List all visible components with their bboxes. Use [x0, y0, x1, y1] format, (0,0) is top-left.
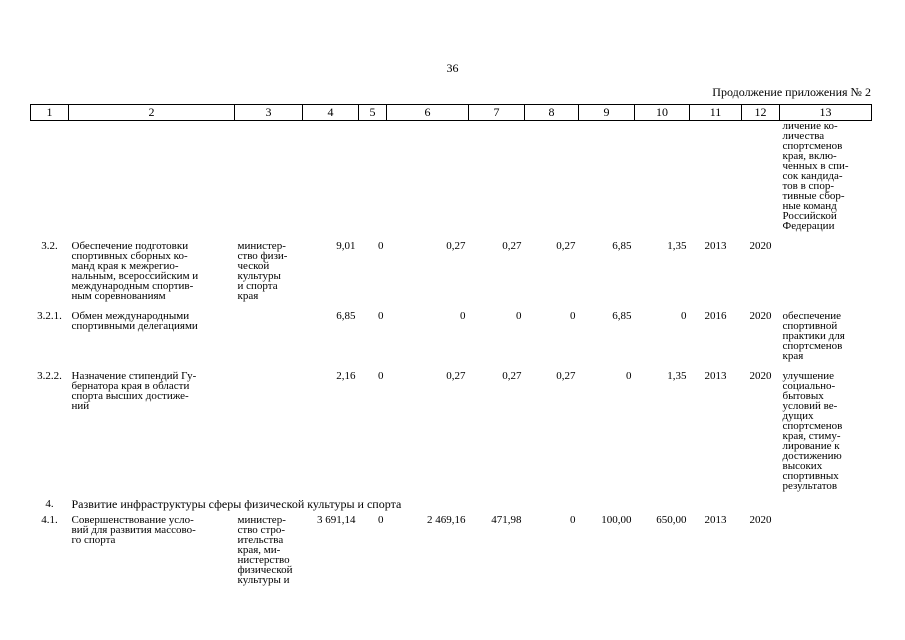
value-col-10: 1,35 — [667, 240, 687, 252]
value-col-6: 0,27 — [446, 370, 466, 382]
continuation-label: Продолжение приложения № 2 — [712, 85, 871, 99]
end-year: 2020 — [749, 514, 772, 526]
value-col-6: 0,27 — [446, 240, 466, 252]
value-total: 2,16 — [336, 370, 356, 382]
table-row — [31, 515, 872, 585]
header-col-1: 1 — [31, 105, 69, 121]
value-col-10: 0 — [681, 310, 687, 322]
row-number: 3.2. — [41, 240, 58, 252]
row-number: 3.2.2. — [37, 370, 62, 382]
header-col-9: 9 — [579, 105, 635, 121]
header-col-7: 7 — [469, 105, 525, 121]
header-col-13: 13 — [780, 105, 872, 121]
row-number: 3.2.1. — [37, 310, 62, 322]
end-year: 2020 — [749, 370, 772, 382]
measure-name: Совершенствование усло- вий для развития массово- го спорта — [71, 514, 196, 546]
measure-name: Назначение стипендий Гу- бернатора края в области спорта высших достиже- ний — [71, 370, 197, 412]
measure-name: Обеспечение подготовки спортивных сборных ко- манд края к межрегио- нальным, всероссийским и международным спортив- ным соревнованиям — [71, 240, 199, 302]
result-cell: обеспечение спортивной практики для спортсменов края — [782, 310, 845, 362]
value-col-7: 471,98 — [491, 514, 522, 526]
header-row — [31, 105, 872, 121]
start-year: 2013 — [704, 370, 727, 382]
value-total: 6,85 — [336, 310, 356, 322]
value-col-5: 0 — [378, 240, 384, 252]
value-col-6: 2 469,16 — [427, 514, 466, 526]
measure-name: Обмен международными спортивными делегациями — [71, 310, 198, 332]
value-col-6: 0 — [460, 310, 466, 322]
table-row — [31, 241, 872, 301]
result-cell: улучшение социально- бытовых условий ве- дущих спортсменов края, стиму- лирование к достижению высоких спортивных результатов — [782, 370, 843, 492]
section-title: Развитие инфраструктуры сферы физической культуры и спорта — [71, 497, 402, 511]
header-col-8: 8 — [525, 105, 579, 121]
header-col-11: 11 — [690, 105, 742, 121]
value-col-5: 0 — [378, 514, 384, 526]
value-col-5: 0 — [378, 370, 384, 382]
value-total: 9,01 — [336, 240, 356, 252]
result-cell — [780, 241, 872, 301]
value-col-9: 100,00 — [601, 514, 632, 526]
value-col-10: 1,35 — [667, 370, 687, 382]
table-row — [31, 311, 872, 361]
result-cell: личение ко- личества спортсменов края, вклю- ченных в спи- сок кандида- тов в спор- тивные сбор- ные команд Российской Федерации — [782, 120, 849, 232]
executor — [235, 371, 303, 491]
header-col-6: 6 — [387, 105, 469, 121]
value-col-7: 0,27 — [502, 370, 522, 382]
row-number: 4.1. — [41, 514, 58, 526]
section-number: 4. — [45, 498, 54, 510]
header-col-12: 12 — [742, 105, 780, 121]
value-col-7: 0,27 — [502, 240, 522, 252]
value-col-9: 6,85 — [612, 310, 632, 322]
header-col-2: 2 — [69, 105, 235, 121]
executor — [235, 311, 303, 361]
header-col-3: 3 — [235, 105, 303, 121]
end-year: 2020 — [749, 240, 772, 252]
value-col-9: 0 — [626, 370, 632, 382]
end-year: 2020 — [749, 310, 772, 322]
result-cell — [780, 515, 872, 585]
value-col-9: 6,85 — [612, 240, 632, 252]
value-total: 3 691,14 — [317, 514, 356, 526]
executor: министер- ство физи- ческой культуры и спорта края — [237, 240, 288, 302]
table-row — [31, 121, 872, 232]
start-year: 2016 — [704, 310, 727, 322]
value-col-8: 0,27 — [556, 240, 576, 252]
value-col-10: 650,00 — [656, 514, 687, 526]
executor: министер- ство стро- ительства края, ми- нистерство физической культуры и — [237, 514, 293, 586]
start-year: 2013 — [704, 240, 727, 252]
value-col-8: 0,27 — [556, 370, 576, 382]
value-col-8: 0 — [570, 514, 576, 526]
start-year: 2013 — [704, 514, 727, 526]
value-col-8: 0 — [570, 310, 576, 322]
page-number: 36 — [446, 61, 459, 75]
value-col-7: 0 — [516, 310, 522, 322]
header-col-10: 10 — [635, 105, 690, 121]
value-col-5: 0 — [378, 310, 384, 322]
table-row — [31, 371, 872, 491]
header-col-4: 4 — [303, 105, 359, 121]
program-table — [30, 104, 872, 585]
section-row — [31, 499, 872, 509]
header-col-5: 5 — [359, 105, 387, 121]
